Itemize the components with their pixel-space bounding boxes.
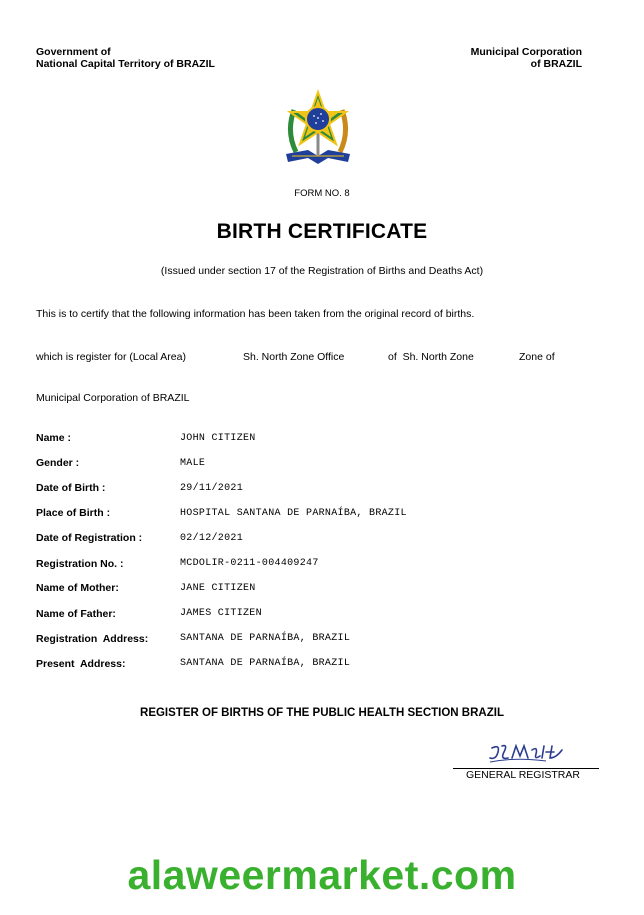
field-value-date-of-registration: 02/12/2021 — [180, 533, 244, 544]
issued-under-text: (Issued under section 17 of the Registration of Births and Deaths Act) — [160, 265, 484, 277]
register-line-part2: Sh. North Zone Office — [243, 351, 345, 363]
field-value-date-of-birth: 29/11/2021 — [180, 483, 244, 494]
field-value-gender: MALE — [180, 458, 206, 469]
field-label-name: Name : — [36, 432, 72, 444]
form-number: FORM NO. 8 — [294, 188, 350, 199]
watermark-text: alaweermarket.com — [127, 852, 517, 898]
certify-text: This is to certify that the following information has been taken from the original record of births. — [36, 308, 475, 320]
field-value-father: JAMES CITIZEN — [180, 608, 262, 619]
issuer-right-line1: Municipal Corporation — [470, 46, 582, 58]
field-label-place-of-birth: Place of Birth : — [36, 507, 111, 519]
signatory-title: GENERAL REGISTRAR — [466, 769, 580, 781]
field-value-place-of-birth: HOSPITAL SANTANA DE PARNAÍBA, BRAZIL — [180, 508, 407, 519]
field-label-registration-address: Registration Address: — [36, 633, 149, 645]
register-line-part1: which is register for (Local Area) — [36, 351, 186, 363]
registrar-signature — [486, 740, 566, 766]
field-label-date-of-registration: Date of Registration : — [36, 532, 143, 544]
field-label-registration-no: Registration No. : — [36, 558, 124, 570]
field-value-registration-no: MCDOLIR-0211-004409247 — [180, 558, 319, 569]
field-value-present-address: SANTANA DE PARNAÍBA, BRAZIL — [180, 658, 351, 669]
issuer-left — [36, 46, 215, 70]
municipal-line: Municipal Corporation of BRAZIL — [36, 392, 190, 404]
register-line-part3: of Sh. North Zone — [388, 351, 474, 363]
field-value-name: JOHN CITIZEN — [180, 433, 256, 444]
field-value-registration-address: SANTANA DE PARNAÍBA, BRAZIL — [180, 633, 351, 644]
brazil-coat-of-arms-emblem — [278, 88, 358, 168]
field-label-present-address: Present Address: — [36, 658, 126, 670]
issuer-right-line2: of BRAZIL — [530, 58, 582, 70]
field-value-mother: JANE CITIZEN — [180, 583, 256, 594]
issuer-left-line2: National Capital Territory of BRAZIL — [36, 58, 215, 70]
field-label-mother: Name of Mother: — [36, 582, 119, 594]
issuer-right — [471, 46, 582, 70]
register-footer: REGISTER OF BIRTHS OF THE PUBLIC HEALTH SECTION BRAZIL — [140, 707, 504, 719]
issuer-left-line1: Government of — [36, 46, 111, 58]
field-label-father: Name of Father: — [36, 608, 116, 620]
page-title: BIRTH CERTIFICATE — [216, 220, 428, 243]
register-line-part4: Zone of — [519, 351, 555, 363]
field-label-date-of-birth: Date of Birth : — [36, 482, 106, 494]
field-label-gender: Gender : — [36, 457, 80, 469]
